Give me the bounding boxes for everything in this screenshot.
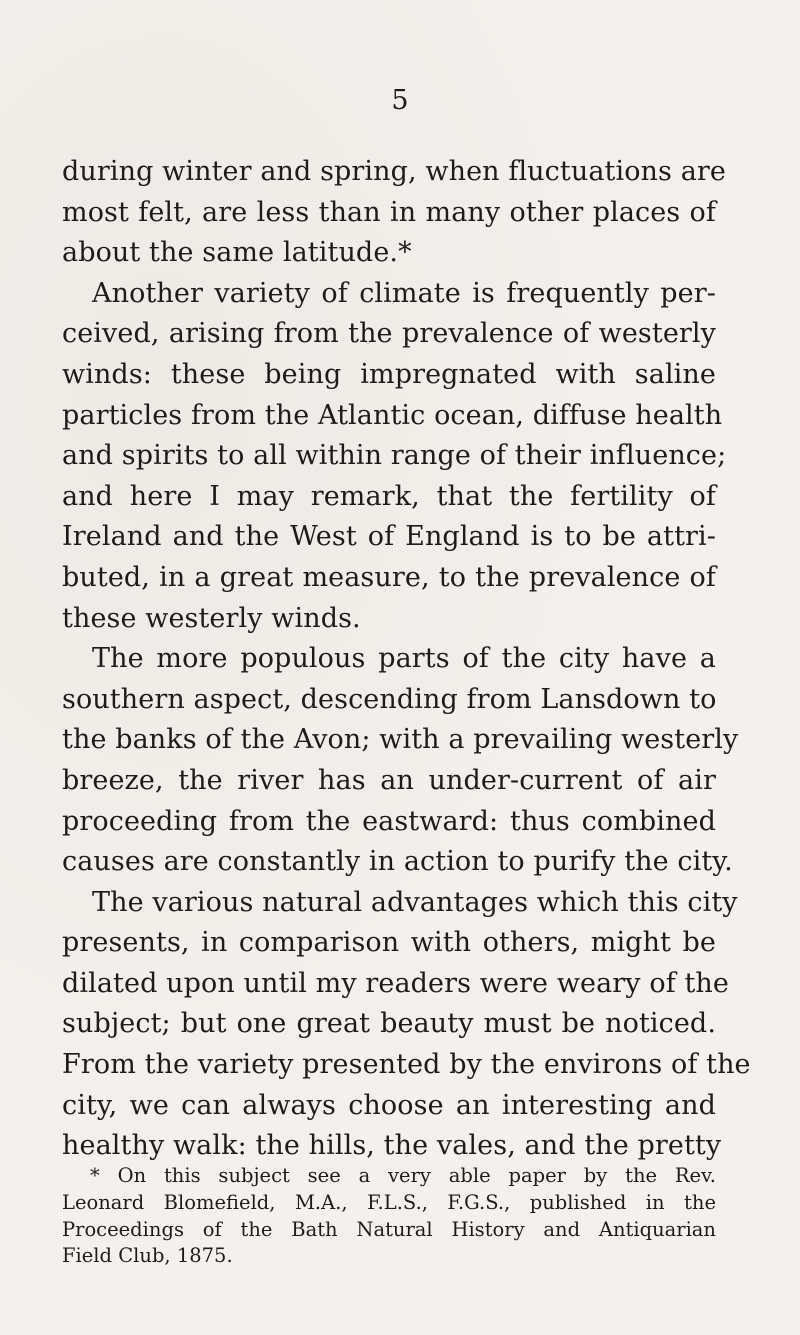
- text-line: about the same latitude.*: [62, 237, 412, 269]
- text-line: subject; but one great beauty must be noticed.: [62, 1008, 716, 1040]
- text-line: winds: these being impregnated with saline: [62, 358, 716, 390]
- paragraph-start-line: The more populous parts of the city have a: [92, 643, 716, 675]
- text-line: causes are constantly in action to purify the city.: [62, 846, 733, 878]
- text-line: presents, in comparison with others, might be: [62, 927, 716, 959]
- text-line: these westerly winds.: [62, 602, 361, 634]
- text-line: particles from the Atlantic ocean, diffuse health: [62, 399, 723, 431]
- text-line: city, we can always choose an interesting and: [62, 1089, 716, 1121]
- text-line: From the variety presented by the environs of the: [62, 1049, 751, 1081]
- paragraph-start-line: The various natural advantages which this city: [92, 886, 738, 918]
- text-line: buted, in a great measure, to the prevalence of: [62, 561, 716, 593]
- text-line: Ireland and the West of England is to be attri-: [62, 521, 716, 553]
- text-line: and spirits to all within range of their influence;: [62, 440, 727, 472]
- page-number: 5: [391, 85, 409, 116]
- text-line: healthy walk: the hills, the vales, and the pretty: [62, 1130, 722, 1162]
- footnote-line: Leonard Blomefield, M.A., F.L.S., F.G.S., published in the: [62, 1190, 716, 1214]
- text-line: proceeding from the eastward: thus combined: [62, 805, 716, 837]
- text-line: southern aspect, descending from Lansdown to: [62, 683, 717, 715]
- text-line: during winter and spring, when fluctuations are: [62, 156, 726, 187]
- footnote-line: * On this subject see a very able paper by the Rev.: [90, 1164, 716, 1187]
- text-line: ceived, arising from the prevalence of westerly: [62, 318, 716, 350]
- footnote-line: Proceedings of the Bath Natural History and Antiquarian: [62, 1217, 716, 1241]
- text-line: dilated upon until my readers were weary of the: [62, 967, 729, 999]
- text-line: the banks of the Avon; with a prevailing westerly: [62, 724, 739, 756]
- text-line: and here I may remark, that the fertility of: [62, 480, 716, 512]
- paragraph-start-line: Another variety of climate is frequently per-: [92, 277, 716, 309]
- text-line: most felt, are less than in many other places of: [62, 196, 716, 228]
- text-line: breeze, the river has an under-current of air: [62, 764, 716, 796]
- body-text: [62, 152, 751, 1167]
- footnote: [62, 1163, 716, 1270]
- footnote-line: Field Club, 1875.: [62, 1244, 233, 1268]
